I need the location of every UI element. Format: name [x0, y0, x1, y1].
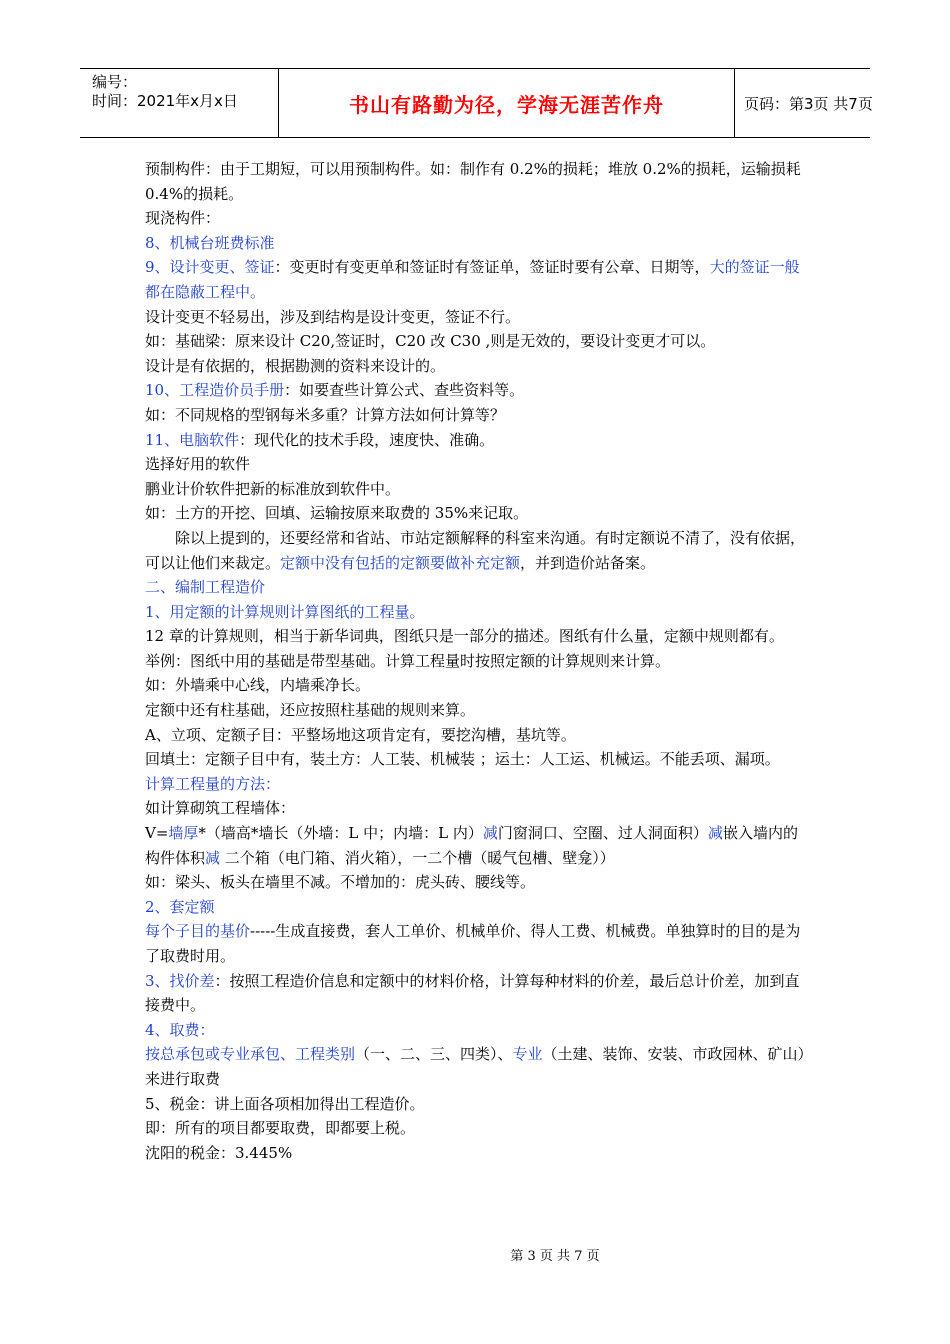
- paragraph: [145, 969, 810, 1018]
- paragraph: 如：基础梁：原来设计 C20,签证时，C20 改 C30 ,则是无效的，要设计变更才可以。: [145, 332, 716, 351]
- section-heading: 计算工程量的方法：: [145, 774, 281, 793]
- motto: 书山有路勤为径，学海无涯苦作舟: [349, 92, 664, 117]
- paragraph: 举例：图纸中用的基础是带型基础。计算工程量时按照定额的计算规则来计算。: [145, 651, 671, 670]
- highlight-text: 9、设计变更、签证: [145, 258, 275, 277]
- highlight-text: 按总承包或专业承包、工程类别: [145, 1045, 356, 1064]
- section-heading: 8、机械台班费标准: [145, 233, 275, 252]
- paragraph: 沈阳的税金：3.445%: [145, 1143, 293, 1162]
- text-run: -----生成直接费，套人工单价、机械单价、得人工费、机械费。单独算时的目的是为了取费时用。: [145, 922, 801, 965]
- paragraph: 即：所有的项目都要取费，即都要上税。: [145, 1119, 416, 1138]
- highlight-text: 10、工程造价员手册: [145, 381, 285, 400]
- document-body: [145, 157, 810, 1165]
- text-run: （一、二、三、四类）、: [355, 1045, 513, 1064]
- page-footer: 第 3 页 共 7 页: [510, 1249, 600, 1264]
- formula-paragraph: [145, 821, 810, 870]
- paragraph: A、立项、定额子目：平整场地这项肯定有，要挖沟槽，基坑等。: [145, 725, 576, 744]
- paragraph: 5、税金：讲上面各项相加得出工程造价。: [145, 1094, 425, 1113]
- paragraph: 12 章的计算规则，相当于新华词典，图纸只是一部分的描述。图纸有什么量，定额中规则都有。: [145, 627, 784, 646]
- paragraph: 选择好用的软件: [145, 455, 251, 474]
- text-run: 二个箱（电门箱、消火箱），一二个槽（暖气包槽、壁龛））: [220, 848, 615, 867]
- text-run: （土建、装饰、安装、市政园林、矿山）来进行取费: [145, 1045, 806, 1088]
- paragraph: [145, 255, 810, 304]
- number-label: 编号：: [92, 73, 138, 91]
- highlight-text: 大的签证一般都在隐蔽工程中。: [145, 258, 800, 301]
- text-run: *（墙高*墙长（外墙：L 中；内墙：L 内）: [198, 824, 483, 843]
- highlight-text: 减: [707, 824, 723, 843]
- highlight-text: 定额中没有包括的定额要做补充定额: [280, 553, 521, 572]
- paragraph: 设计是有依据的，根据勘测的资料来设计的。: [145, 356, 446, 375]
- paragraph: 如计算砌筑工程墙体：: [145, 799, 296, 818]
- text-run: 嵌入墙内的构件体积: [145, 824, 798, 867]
- text-run: ：现代化的技术手段，速度快、准确。: [239, 430, 495, 449]
- paragraph: [145, 1042, 810, 1091]
- highlight-text: 减: [482, 824, 498, 843]
- text-run: ，并到造价站备案。: [520, 553, 656, 572]
- paragraph: [145, 428, 810, 453]
- paragraph: 如：梁头、板头在墙里不减。不增加的：虎头砖、腰线等。: [145, 873, 536, 892]
- paragraph: [145, 378, 810, 403]
- text-run: 除以上提到的，还要经常和省站、市站定额解释的科室来沟通。有时定额说不清了，没有依据，可以让他们来裁定。: [145, 528, 806, 572]
- header-motto-cell: [278, 69, 735, 137]
- time-label: 时间：2021年x月x日: [92, 92, 238, 110]
- highlight-text: 11、电脑软件: [145, 430, 240, 449]
- paragraph: [145, 526, 810, 575]
- text-run: ：变更时有变更单和签证时有签证单，签证时要有公章、日期等，: [274, 258, 710, 277]
- text-run: V=: [145, 824, 169, 843]
- paragraph: 定额中还有柱基础，还应按照柱基础的规则来算。: [145, 701, 476, 720]
- paragraph: 设计变更不轻易出，涉及到结构是设计变更，签证不行。: [145, 307, 521, 326]
- document-header: [80, 68, 873, 138]
- text-run: ：如要查些计算公式、查些资料等。: [284, 381, 525, 400]
- page-info: 页码：第3页 共7页: [744, 94, 873, 113]
- section-heading: 2、套定额: [145, 897, 215, 916]
- paragraph: 回填土：定额子目中有，装土方：人工装、机械装 ；运土：人工运、机械运。不能丢项、漏项。: [145, 750, 780, 769]
- paragraph: [145, 919, 810, 968]
- text-run: ：按照工程造价信息和定额中的材料价格，计算每种材料的价差，最后总计价差，加到直接费中。: [145, 971, 800, 1015]
- section-heading: 二、编制工程造价: [145, 578, 266, 597]
- header-page-cell: [734, 69, 873, 137]
- paragraph: 现浇构件：: [145, 209, 221, 228]
- paragraph: 预制构件：由于工期短，可以用预制构件。如：制作有 0.2%的损耗；堆放 0.2%的损耗，运输损耗 0.4%的损耗。: [145, 160, 801, 203]
- highlight-text: 专业: [512, 1045, 543, 1064]
- paragraph: 鹏业计价软件把新的标准放到软件中。: [145, 479, 401, 498]
- highlight-text: 减: [205, 848, 221, 867]
- highlight-text: 3、找价差: [145, 971, 215, 990]
- paragraph: 如：不同规格的型钢每米多重？计算方法如何计算等？: [145, 405, 506, 424]
- section-heading: 1、用定额的计算规则计算图纸的工程量。: [145, 602, 425, 621]
- text-run: 门窗洞口、空圈、过人洞面积）: [497, 824, 708, 843]
- paragraph: 如：外墙乘中心线，内墙乘净长。: [145, 676, 371, 695]
- highlight-text: 每个子目的基价: [145, 922, 251, 941]
- highlight-text: 墙厚: [168, 824, 199, 843]
- header-meta-cell: [80, 69, 278, 137]
- paragraph: 如：土方的开挖、回填、运输按原来取费的 35%来记取。: [145, 504, 529, 523]
- section-heading: 4、取费：: [145, 1020, 215, 1039]
